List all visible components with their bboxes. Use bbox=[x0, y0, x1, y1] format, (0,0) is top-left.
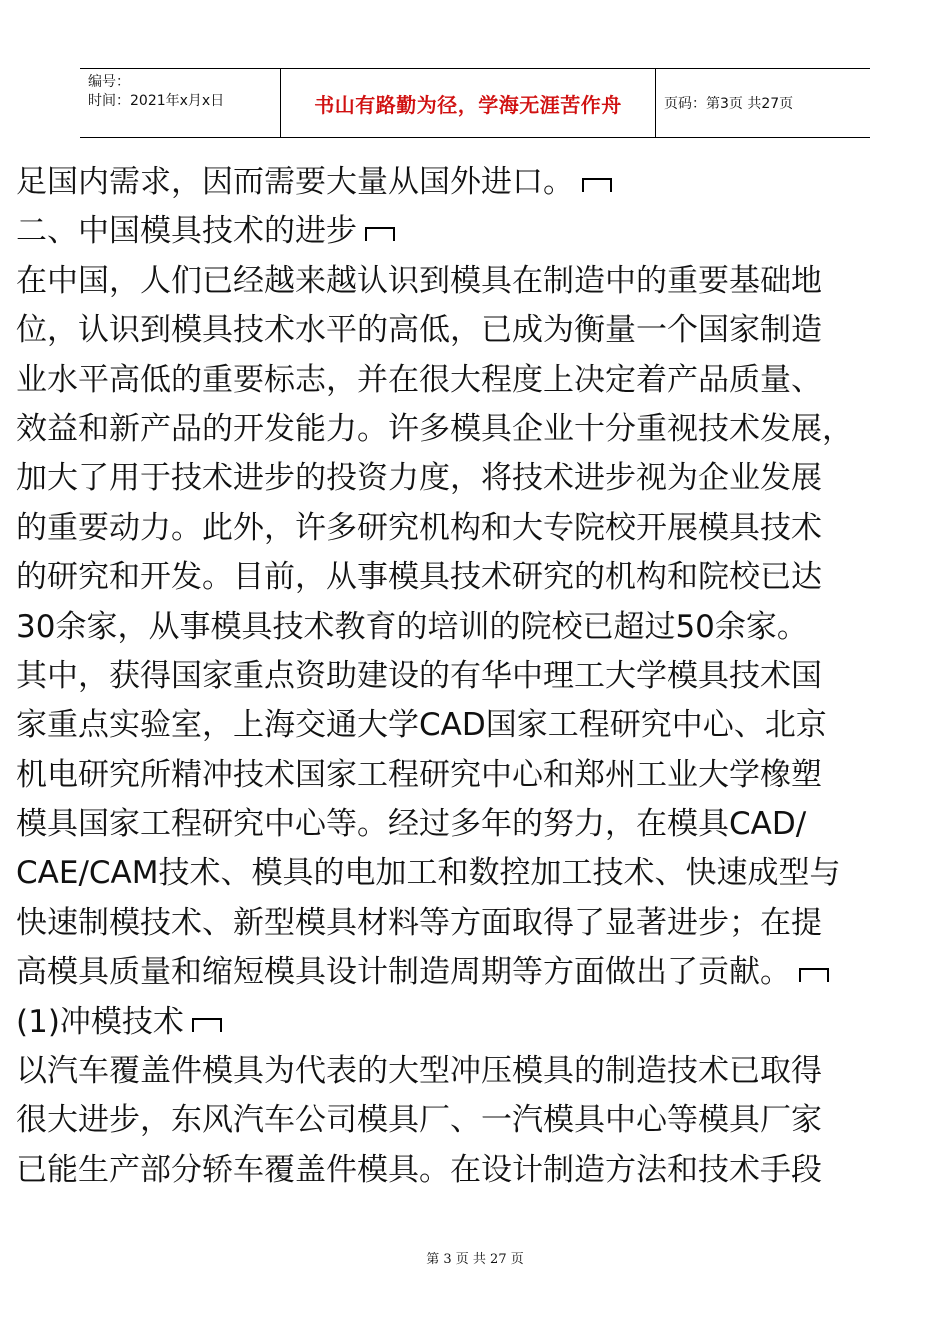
text-line-1: 足国内需求，因而需要大量从国外进口。 bbox=[16, 158, 940, 207]
page-footer: 第 3 页 共 27 页 bbox=[426, 1252, 524, 1267]
text-line-8: 的重要动力。此外，许多研究机构和大专院校开展模具技术 bbox=[16, 509, 822, 546]
text-line-13: 机电研究所精冲技术国家工程研究中心和郑州工业大学橡塑 bbox=[16, 756, 822, 793]
text-line-21: 已能生产部分轿车覆盖件模具。在设计制造方法和技术手段 bbox=[16, 1151, 822, 1188]
paragraph-mark-icon bbox=[192, 1018, 222, 1032]
header-page-code: 页码：第3页 共27页 bbox=[664, 96, 794, 112]
text-line-10: 30余家，从事模具技术教育的培训的院校已超过50余家。 bbox=[16, 608, 808, 645]
number-label: 编号： bbox=[88, 74, 130, 90]
paragraph-mark-icon bbox=[365, 227, 395, 241]
paragraph-mark-icon bbox=[799, 968, 829, 982]
text-line-9: 的研究和开发。目前，从事模具技术研究的机构和院校已达 bbox=[16, 559, 822, 596]
text-line-20: 很大进步，东风汽车公司模具厂、一汽模具中心等模具厂家 bbox=[16, 1102, 822, 1139]
header-motto: 书山有路勤为径，学海无涯苦作舟 bbox=[314, 92, 622, 117]
subsection-heading: (1)冲模技术 bbox=[16, 998, 940, 1047]
text-line-7: 加大了用于技术进步的投资力度，将技术进步视为企业发展 bbox=[16, 460, 822, 497]
text-line-6: 效益和新产品的开发能力。许多模具企业十分重视技术发展， bbox=[16, 410, 853, 447]
paragraph-mark-icon bbox=[582, 178, 612, 192]
text-line-11: 其中，获得国家重点资助建设的有华中理工大学模具技术国 bbox=[16, 657, 822, 694]
document-body bbox=[16, 158, 940, 1195]
text-line-19: 以汽车覆盖件模具为代表的大型冲压模具的制造技术已取得 bbox=[16, 1053, 822, 1090]
time-label: 时间：2021年x月x日 bbox=[88, 93, 225, 109]
header-divider-right bbox=[655, 69, 656, 137]
text-line-15: CAE/CAM技术、模具的电加工和数控加工技术、快速成型与 bbox=[16, 855, 841, 892]
text-line-12: 家重点实验室，上海交通大学CAD国家工程研究中心、北京 bbox=[16, 707, 827, 744]
text-line-14: 模具国家工程研究中心等。经过多年的努力，在模具CAD/ bbox=[16, 806, 807, 843]
header-meta bbox=[88, 73, 224, 111]
text-line-5: 业水平高低的重要标志，并在很大程度上决定着产品质量、 bbox=[16, 361, 822, 398]
text-line-17: 高模具质量和缩短模具设计制造周期等方面做出了贡献。 bbox=[16, 948, 940, 997]
section-heading: 二、中国模具技术的进步 bbox=[16, 207, 940, 256]
page-header bbox=[80, 68, 870, 138]
text-line-4: 位，认识到模具技术水平的高低，已成为衡量一个国家制造 bbox=[16, 312, 822, 349]
header-divider-left bbox=[280, 69, 281, 137]
text-line-16: 快速制模技术、新型模具材料等方面取得了显著进步；在提 bbox=[16, 904, 822, 941]
text-line-3: 在中国，人们已经越来越认识到模具在制造中的重要基础地 bbox=[16, 262, 822, 299]
